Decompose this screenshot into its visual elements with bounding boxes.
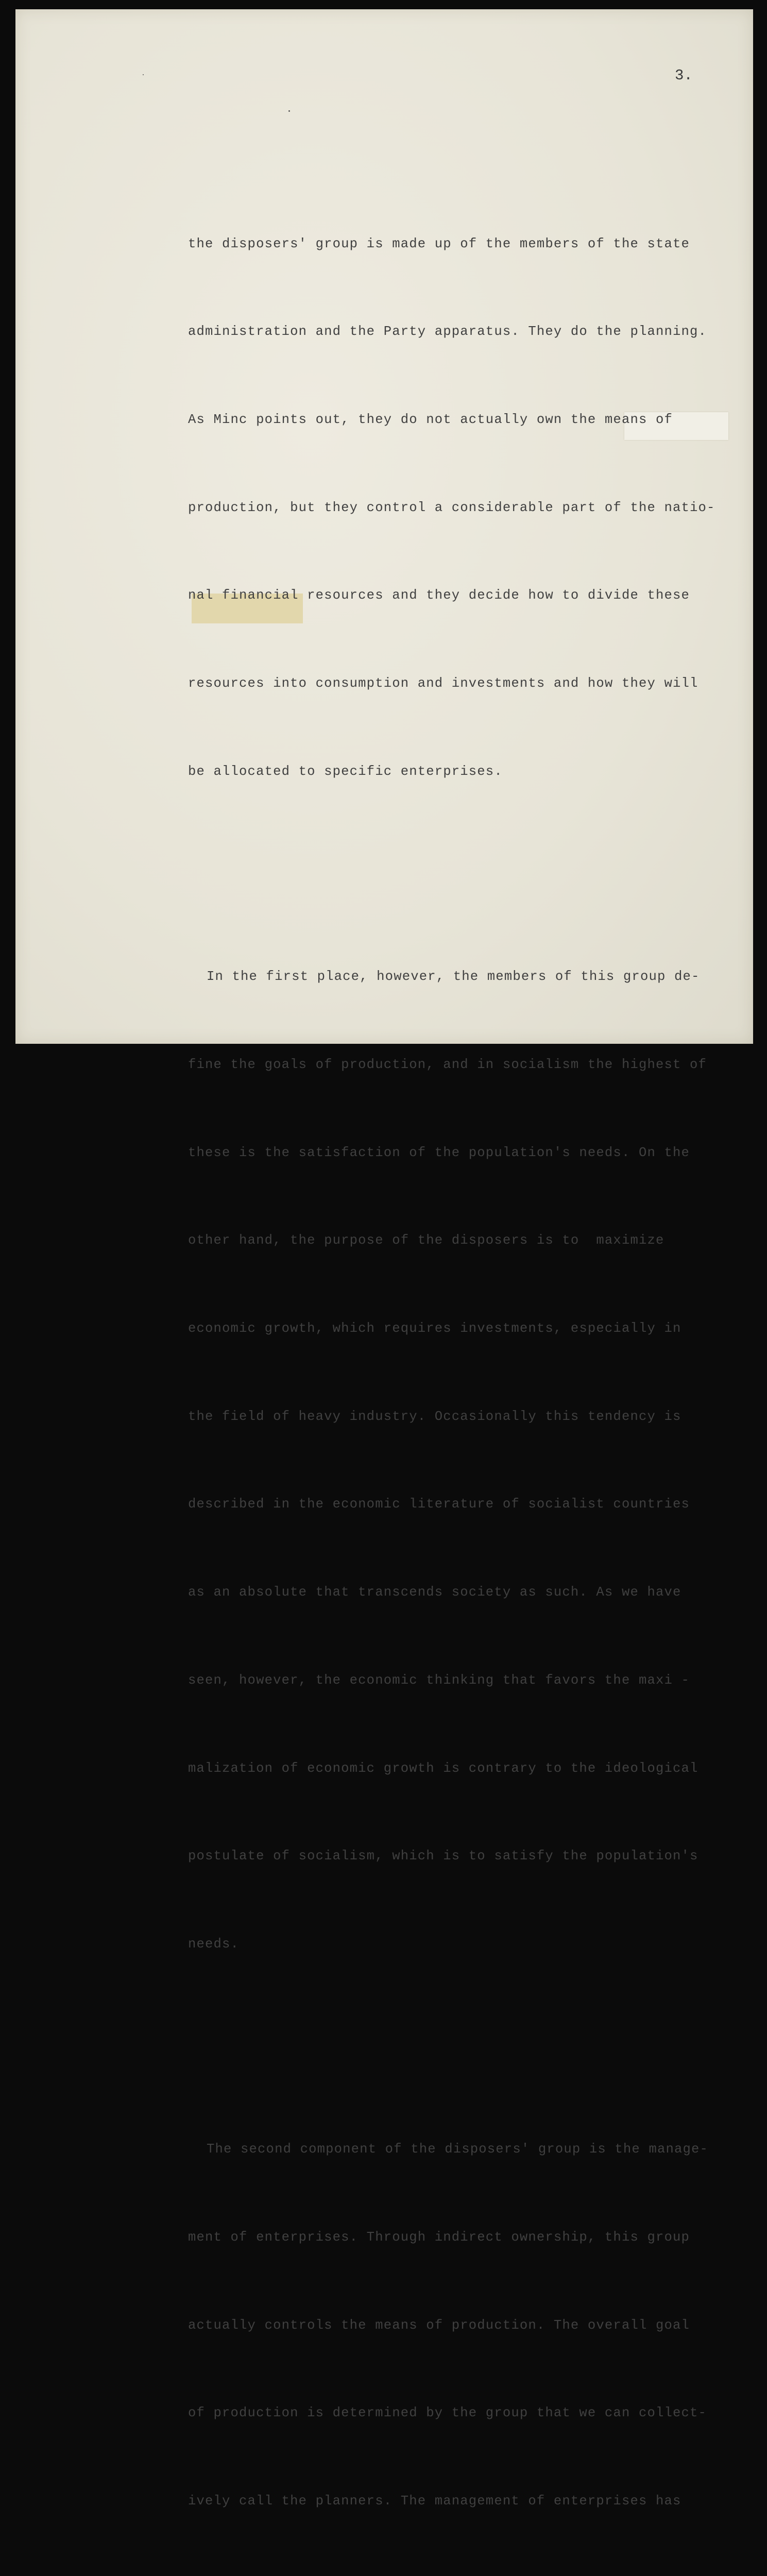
- paragraph-2: [188, 904, 760, 2018]
- text-line: as an absolute that transcends society as such. As we have: [188, 1585, 681, 1600]
- document-body: [188, 112, 760, 2576]
- text-line: other hand, the purpose of the disposers is to maximize: [188, 1233, 664, 1248]
- text-line: malization of economic growth is contrary to the ideological: [188, 1760, 698, 1776]
- text-line: postulate of socialism, which is to satisfy the population's: [188, 1849, 698, 1864]
- text-line: In the first place, however, the members of this group de-: [207, 969, 700, 985]
- text-line: seen, however, the economic thinking that favors the maxi -: [188, 1672, 690, 1688]
- text-line: of production is determined by the group that we can collect-: [188, 2405, 707, 2421]
- text-line: nal financial resources and they decide how to divide these: [188, 588, 690, 603]
- text-line: resources into consumption and investments and how they will: [188, 676, 698, 691]
- paragraph-3: [188, 2076, 760, 2576]
- page-number: 3.: [675, 67, 693, 84]
- paragraph-1: [188, 171, 760, 845]
- text-line: economic growth, which requires investments, especially in: [188, 1320, 681, 1336]
- text-line: actually controls the means of production. The overall goal: [188, 2317, 690, 2333]
- text-line: As Minc points out, they do not actually own the means of: [188, 412, 673, 428]
- text-line: fine the goals of production, and in socialism the highest of: [188, 1057, 707, 1072]
- text-line: ively call the planners. The management of enterprises has: [188, 2494, 681, 2509]
- text-line: the field of heavy industry. Occasionally this tendency is: [188, 1409, 681, 1424]
- text-line: administration and the Party apparatus. They do the planning.: [188, 324, 707, 340]
- ink-speck: [288, 110, 290, 112]
- text-line: ment of enterprises. Through indirect ownership, this group: [188, 2229, 690, 2245]
- text-line: be allocated to specific enterprises.: [188, 764, 503, 779]
- text-line: described in the economic literature of socialist countries: [188, 1497, 690, 1512]
- text-line: these is the satisfaction of the population's needs. On the: [188, 1145, 690, 1160]
- text-line: The second component of the disposers' group is the manage-: [207, 2142, 709, 2157]
- text-line: needs.: [188, 1936, 240, 1952]
- text-line: production, but they control a considerable part of the natio-: [188, 500, 715, 515]
- text-line: the disposers' group is made up of the members of the state: [188, 236, 690, 251]
- ink-speck: [143, 74, 144, 75]
